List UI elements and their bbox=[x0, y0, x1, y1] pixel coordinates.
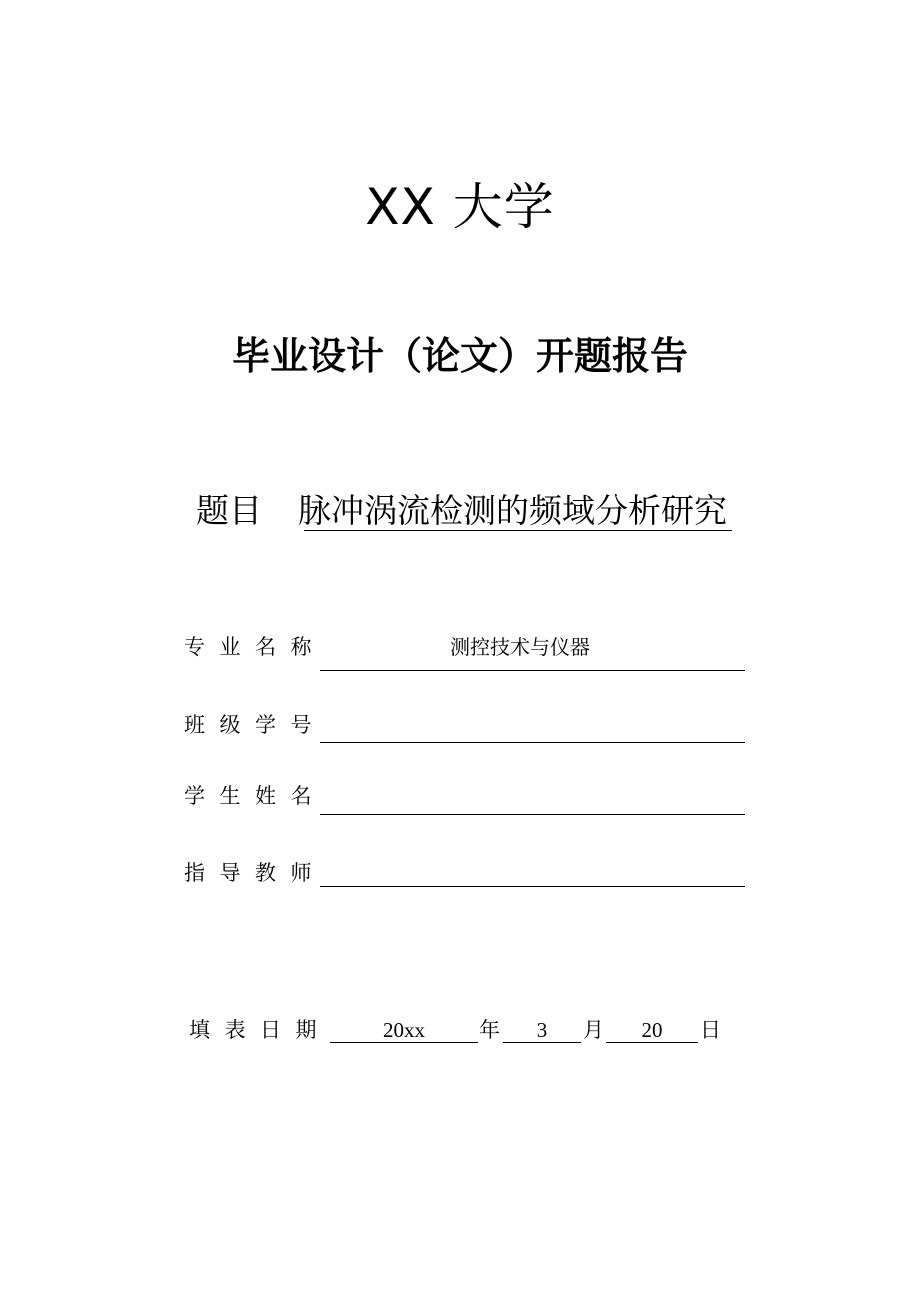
field-line-advisor bbox=[320, 886, 745, 887]
date-label: 填表日期 bbox=[189, 1018, 331, 1042]
university-name: XX 大学 bbox=[365, 178, 555, 236]
date-month-value: 3 bbox=[536, 1018, 548, 1042]
date-year-unit: 年 bbox=[479, 1018, 500, 1042]
date-day-value: 20 bbox=[641, 1018, 663, 1042]
topic-underline bbox=[304, 530, 732, 531]
date-month-line bbox=[503, 1042, 581, 1043]
date-year-line bbox=[330, 1042, 478, 1043]
field-label-advisor: 指导教师 bbox=[184, 861, 326, 885]
field-line-major bbox=[320, 670, 745, 671]
topic-value: 脉冲涡流检测的频域分析研究 bbox=[298, 491, 727, 530]
field-value-major: 测控技术与仪器 bbox=[450, 635, 590, 659]
report-title: 毕业设计（论文）开题报告 bbox=[231, 334, 688, 378]
field-line-class-id bbox=[320, 742, 745, 743]
topic-label: 题目 bbox=[196, 491, 262, 530]
field-label-class-id: 班级学号 bbox=[184, 713, 326, 737]
date-year-value: 20xx bbox=[383, 1018, 425, 1042]
date-month-unit: 月 bbox=[583, 1018, 604, 1042]
date-day-line bbox=[606, 1042, 698, 1043]
field-line-student-name bbox=[320, 814, 745, 815]
date-day-unit: 日 bbox=[700, 1018, 721, 1042]
field-label-major: 专业名称 bbox=[184, 635, 326, 659]
field-label-student-name: 学生姓名 bbox=[184, 784, 326, 808]
